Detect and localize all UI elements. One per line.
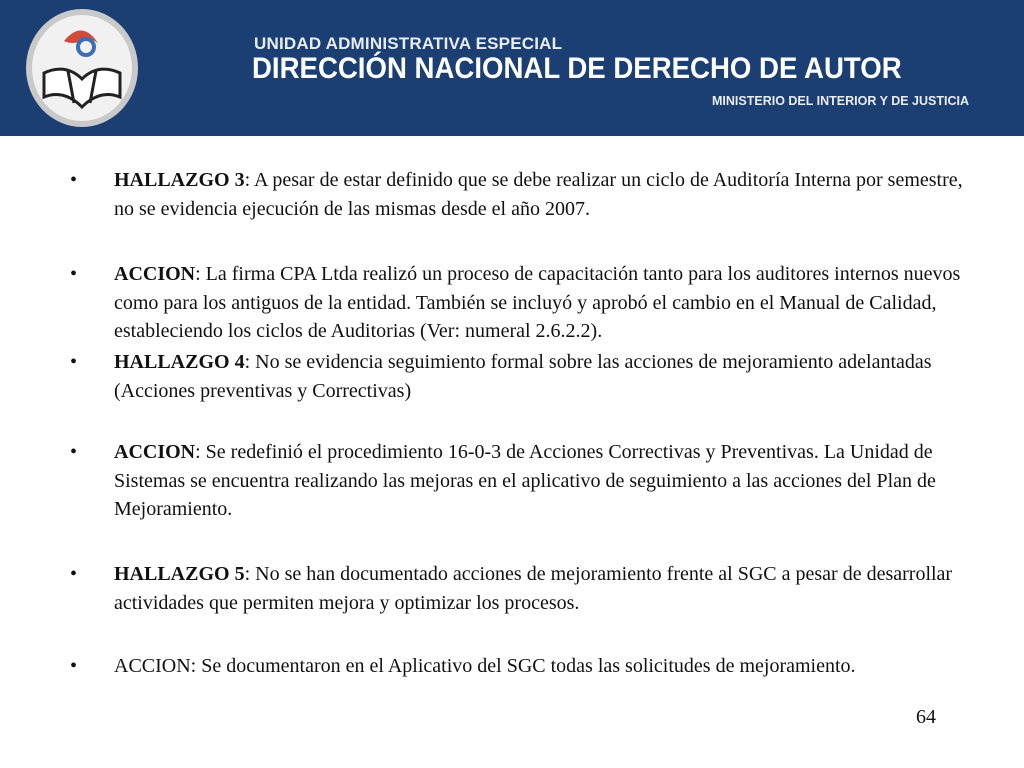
- header-banner: [0, 0, 1024, 136]
- bullet: •: [70, 563, 78, 585]
- list-item: [70, 438, 970, 524]
- bullet: •: [70, 169, 78, 191]
- list-item: [70, 348, 970, 405]
- list-item: [70, 260, 970, 346]
- item-label: ACCION: [114, 263, 196, 285]
- item-label: HALLAZGO 3: [114, 169, 245, 191]
- org-subtitle: MINISTERIO DEL INTERIOR Y DE JUSTICIA: [712, 94, 969, 108]
- item-text: : No se han documentado acciones de mejoramiento frente al SGC a pesar de desarrollar actividades que permiten mejora y optimizar los procesos.: [114, 563, 953, 614]
- org-top-line: UNIDAD ADMINISTRATIVA ESPECIAL: [254, 34, 563, 53]
- bullet: •: [70, 655, 78, 677]
- org-main-title: DIRECCIÓN NACIONAL DE DERECHO DE AUTOR: [252, 52, 902, 85]
- list-item: [70, 652, 970, 681]
- page-number: 64: [916, 706, 936, 728]
- bullet: •: [70, 441, 78, 463]
- bullet: •: [70, 263, 78, 285]
- item-text: : A pesar de estar definido que se debe realizar un ciclo de Auditoría Interna por semestre, no se evidencia ejecución de las mismas desde el año 2007.: [114, 169, 963, 220]
- institution-logo: [24, 7, 140, 129]
- list-item: [70, 560, 970, 617]
- list-item: [70, 166, 970, 223]
- item-text: ACCION: Se documentaron en el Aplicativo del SGC todas las solicitudes de mejoramiento.: [114, 655, 856, 677]
- item-text: : No se evidencia seguimiento formal sobre las acciones de mejoramiento adelantadas (Acciones preventivas y Correctivas): [114, 351, 932, 402]
- item-label: HALLAZGO 4: [114, 351, 245, 373]
- bullet: •: [70, 351, 78, 373]
- item-label: ACCION: [114, 441, 196, 463]
- item-label: HALLAZGO 5: [114, 563, 245, 585]
- item-text: : Se redefinió el procedimiento 16-0-3 de Acciones Correctivas y Preventivas. La Unidad de Sistemas se encuentra realizando las mejoras en el aplicativo de seguimiento a las acciones del Plan de Mejoramiento.: [114, 441, 936, 520]
- item-text: : La firma CPA Ltda realizó un proceso de capacitación tanto para los auditores internos nuevos como para los antiguos de la entidad. También se incluyó y aprobó el cambio en el Manual de Calidad, estableciendo los ciclos de Auditorias (Ver: numeral 2.6.2.2).: [114, 263, 961, 342]
